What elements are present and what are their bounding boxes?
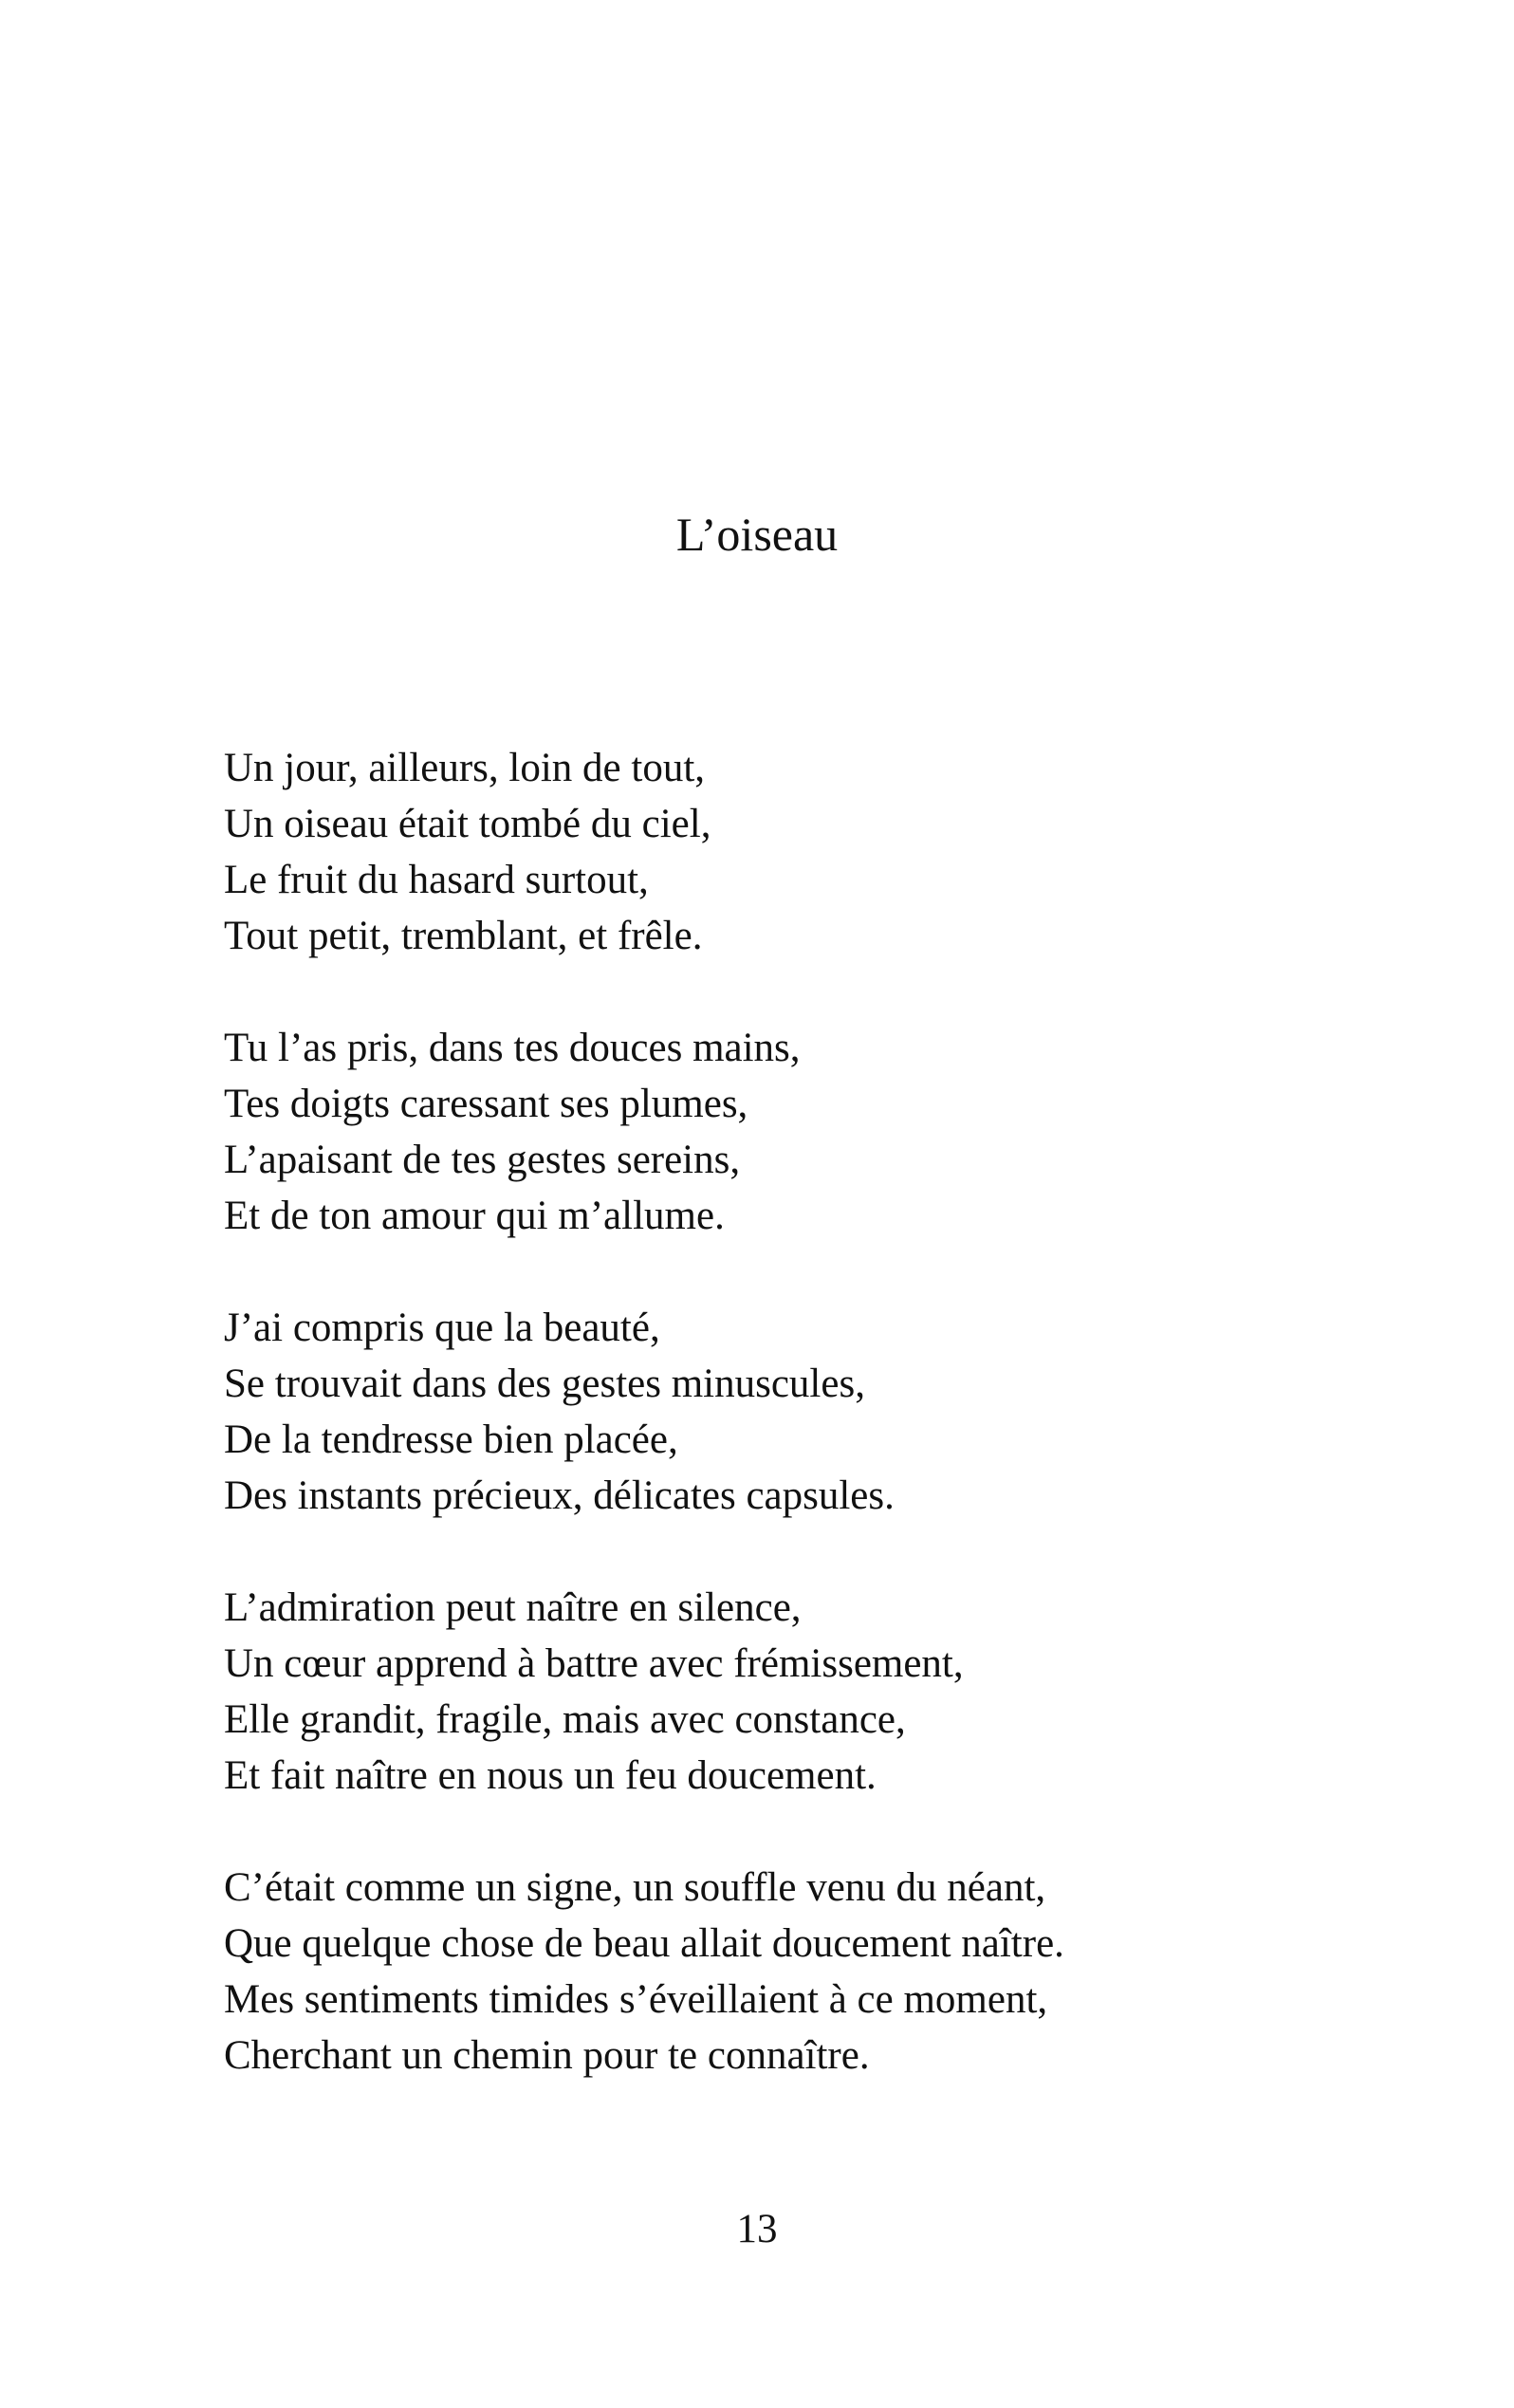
poem-line: Tu l’as pris, dans tes douces mains,: [224, 1026, 801, 1070]
poem-title: L’oiseau: [675, 508, 839, 561]
stanza-1: [224, 740, 1438, 964]
stanza-5: [224, 1860, 1438, 2084]
page-number: 13: [736, 2207, 778, 2251]
poem-line: Mes sentiments timides s’éveillaient à ce moment,: [224, 1977, 1048, 2022]
stanza-3: [224, 1300, 1438, 1524]
poem-line: Elle grandit, fragile, mais avec constance,: [224, 1697, 906, 1742]
poem-line: Et fait naître en nous un feu doucement.: [224, 1753, 877, 1798]
poem-body: [224, 740, 1438, 2139]
poem-line: C’était comme un signe, un souffle venu du néant,: [224, 1865, 1046, 1910]
poem-line: Le fruit du hasard surtout,: [224, 858, 649, 902]
poem-line: L’apaisant de tes gestes sereins,: [224, 1138, 741, 1182]
poem-line: Et de ton amour qui m’allume.: [224, 1194, 725, 1238]
stanza-4: [224, 1580, 1438, 1804]
poem-line: Tes doigts caressant ses plumes,: [224, 1082, 748, 1126]
poem-line: De la tendresse bien placée,: [224, 1417, 678, 1462]
poem-line: Un jour, ailleurs, loin de tout,: [224, 746, 706, 790]
poem-line: Cherchant un chemin pour te connaître.: [224, 2033, 870, 2078]
poem-line: Que quelque chose de beau allait doucement naître.: [224, 1921, 1064, 1966]
poem-line: Un oiseau était tombé du ciel,: [224, 802, 711, 846]
stanza-2: [224, 1020, 1438, 1244]
poem-line: Se trouvait dans des gestes minuscules,: [224, 1361, 865, 1406]
poem-line: L’admiration peut naître en silence,: [224, 1585, 802, 1630]
poem-line: Un cœur apprend à battre avec frémissement,: [224, 1641, 964, 1686]
poem-line: Des instants précieux, délicates capsules.: [224, 1473, 895, 1518]
poem-line: Tout petit, tremblant, et frêle.: [224, 914, 703, 958]
poem-line: J’ai compris que la beauté,: [224, 1306, 660, 1350]
